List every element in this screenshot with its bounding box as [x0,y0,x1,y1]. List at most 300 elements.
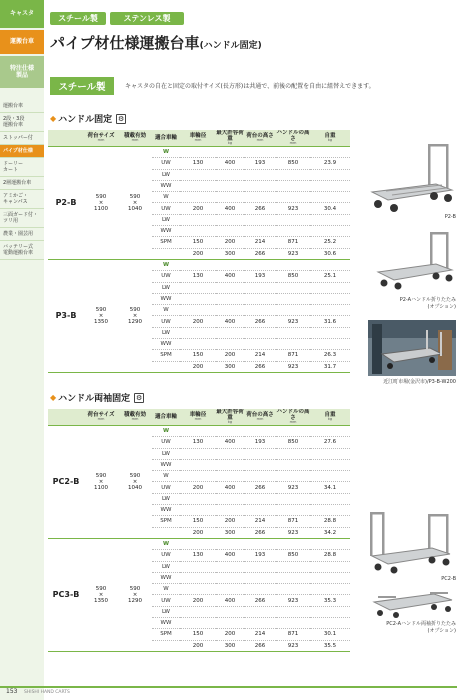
dia-cell: 130 [180,550,216,561]
header-blank [48,130,84,146]
weight-cell [310,538,350,549]
column-header: 車輪径 mm [180,409,216,425]
dia-cell: 200 [180,640,216,651]
sidebar-item[interactable]: ストッパー付 [0,132,44,145]
wheel-cell: W [152,471,180,482]
dia-cell [180,282,216,293]
wheel-cell: WW [152,459,180,470]
load-cell [216,146,244,157]
section-title: ハンドル両袖固定 [58,394,131,404]
page-number: 153 [6,688,18,695]
wheel-cell: WW [152,180,180,191]
bed-cell: 214 [244,629,276,640]
load-cell: 400 [216,203,244,214]
model-cell: P3-B [48,259,84,372]
load-cell: 400 [216,437,244,448]
dia-cell: 150 [180,237,216,248]
bed-cell: 193 [244,550,276,561]
weight-cell [310,572,350,583]
load-cell: 400 [216,316,244,327]
bed-cell [244,584,276,595]
caption-photo: 近江町市場(金沢市)/P3-B-W200 [383,379,456,385]
dia-cell: 150 [180,629,216,640]
column-header: ハンドルの高さ mm [276,409,310,425]
column-header: 荷台の高さ mm [244,130,276,146]
dia-cell: 130 [180,271,216,282]
column-header: 適合車輪 [152,130,180,146]
handle-cell: 850 [276,550,310,561]
bed-cell: 266 [244,640,276,651]
wrench-icon: ⚙ [118,114,125,123]
load-cell: 300 [216,248,244,259]
page-title-suffix: (ハンドル固定) [199,41,262,51]
caption-p2b: P2-B [444,214,456,220]
bed-cell [244,146,276,157]
dia-cell [180,471,216,482]
column-header: 荷台サイズ mm [84,130,118,146]
dia-cell: 200 [180,203,216,214]
bed-cell: 266 [244,361,276,372]
weight-cell [310,425,350,436]
effective-cell: 590 × 1040 [118,146,152,259]
sidebar-top-category[interactable]: キャスタ [0,0,44,28]
section-handle-fixed [50,112,126,125]
handle-cell [276,617,310,628]
weight-cell: 31.6 [310,316,350,327]
section-handle-both-fixed [50,391,144,404]
handle-cell: 871 [276,629,310,640]
handle-cell: 871 [276,350,310,361]
weight-cell [310,338,350,349]
bed-cell [244,293,276,304]
page-title [50,32,262,53]
load-cell [216,584,244,595]
weight-cell: 30.6 [310,248,350,259]
bed-cell [244,282,276,293]
bed-cell [244,505,276,516]
wheel-cell: UW [152,482,180,493]
load-cell: 200 [216,516,244,527]
weight-cell: 23.9 [310,158,350,169]
handle-cell [276,338,310,349]
weight-cell [310,327,350,338]
wheel-cell: WW [152,338,180,349]
load-cell [216,425,244,436]
weight-cell: 26.3 [310,350,350,361]
bed-cell: 266 [244,248,276,259]
column-header: 最大許容荷重 kg [216,409,244,425]
wheel-cell: SPM [152,516,180,527]
wheel-cell: LW [152,214,180,225]
handle-cell [276,538,310,549]
sidebar-item[interactable]: アミかご・ キャンパス [0,190,44,209]
size-cell: 590 × 1350 [84,259,118,372]
effective-cell: 590 × 1290 [118,538,152,651]
header-blank [48,409,84,425]
dia-cell [180,493,216,504]
weight-cell [310,561,350,572]
dia-cell: 200 [180,595,216,606]
dia-cell [180,192,216,203]
weight-cell: 25.2 [310,237,350,248]
weight-cell [310,282,350,293]
load-cell [216,561,244,572]
bed-cell: 214 [244,516,276,527]
column-header: 車輪径 mm [180,130,216,146]
handle-cell [276,505,310,516]
dia-cell [180,459,216,470]
bed-cell [244,493,276,504]
handle-cell: 923 [276,203,310,214]
wheel-cell [152,248,180,259]
handle-cell [276,293,310,304]
handle-cell: 850 [276,158,310,169]
handle-cell [276,214,310,225]
bed-cell [244,606,276,617]
weight-cell: 27.6 [310,437,350,448]
dia-cell [180,505,216,516]
handle-cell [276,169,310,180]
load-cell: 400 [216,595,244,606]
dia-cell [180,305,216,316]
load-cell: 400 [216,158,244,169]
bed-cell: 193 [244,158,276,169]
handle-cell [276,259,310,270]
handle-cell: 871 [276,516,310,527]
bed-cell [244,169,276,180]
photo-market-usage [368,320,456,376]
wheel-cell: W [152,538,180,549]
dia-cell: 200 [180,527,216,538]
wheel-cell [152,361,180,372]
spec-table-handle-both-fixed [48,409,350,652]
wheel-cell: LW [152,561,180,572]
handle-cell: 923 [276,316,310,327]
load-cell: 400 [216,482,244,493]
handle-cell [276,606,310,617]
sidebar-item[interactable]: 農業・園芸用 [0,228,44,241]
wheel-cell [152,527,180,538]
handle-cell [276,327,310,338]
wheel-cell: WW [152,505,180,516]
model-cell: P2-B [48,146,84,259]
size-cell: 590 × 1100 [84,146,118,259]
model-cell: PC2-B [48,425,84,538]
bed-cell: 193 [244,437,276,448]
wheel-cell: UW [152,203,180,214]
weight-cell [310,226,350,237]
handle-cell [276,425,310,436]
sidebar-special-order[interactable]: 特注仕様 製品 [0,56,44,88]
sidebar-item[interactable]: 運搬台車 [0,100,44,113]
handle-cell [276,146,310,157]
load-cell [216,572,244,583]
sidebar-item[interactable]: 三面ガード付・ ツリ用 [0,209,44,228]
handle-cell [276,448,310,459]
dia-cell: 200 [180,361,216,372]
spec-table-handle-fixed [48,130,350,373]
product-image-pc2b [366,510,456,576]
product-image-p2b [366,140,456,218]
sidebar-subcategory-list [0,100,44,260]
load-cell: 200 [216,237,244,248]
dia-cell: 130 [180,437,216,448]
load-cell [216,617,244,628]
load-cell [216,293,244,304]
wheel-cell: UW [152,158,180,169]
handle-cell [276,561,310,572]
handle-cell: 923 [276,361,310,372]
handle-cell [276,192,310,203]
column-header: 最大許容荷重 kg [216,130,244,146]
dia-cell [180,572,216,583]
wheel-cell: SPM [152,629,180,640]
dia-cell [180,259,216,270]
wheel-cell: LW [152,606,180,617]
wheel-cell [152,640,180,651]
wheel-cell: W [152,146,180,157]
bed-cell [244,459,276,470]
wheel-cell: LW [152,327,180,338]
wheel-cell: W [152,584,180,595]
dia-cell: 200 [180,248,216,259]
dia-cell [180,169,216,180]
footer-text: SHISHI HAND CARTS [24,690,70,695]
wheel-cell: W [152,192,180,203]
weight-cell [310,305,350,316]
dia-cell [180,448,216,459]
sidebar-item[interactable]: バッテリー式 電動運搬台車 [0,241,44,260]
weight-cell: 34.1 [310,482,350,493]
size-cell: 590 × 1100 [84,425,118,538]
weight-cell [310,169,350,180]
bed-cell [244,259,276,270]
table-row [48,146,350,157]
column-header: 積載有効 mm [118,130,152,146]
bed-cell [244,617,276,628]
caption-pc2a: PC2-Aハンドル両袖折りたたみ (オプション) [386,621,456,634]
load-cell [216,459,244,470]
bed-cell [244,192,276,203]
handle-cell: 850 [276,437,310,448]
table-row [48,425,350,436]
wheel-cell: W [152,305,180,316]
weight-cell [310,471,350,482]
weight-cell [310,606,350,617]
load-cell [216,493,244,504]
dia-cell [180,584,216,595]
bed-cell: 266 [244,527,276,538]
weight-cell: 35.3 [310,595,350,606]
dia-cell [180,561,216,572]
weight-cell [310,293,350,304]
column-header: 荷台の高さ mm [244,409,276,425]
load-cell [216,305,244,316]
bed-cell: 266 [244,595,276,606]
dia-cell: 200 [180,316,216,327]
dia-cell: 150 [180,350,216,361]
effective-cell: 590 × 1290 [118,259,152,372]
load-cell [216,471,244,482]
bed-cell: 193 [244,271,276,282]
handle-cell: 923 [276,640,310,651]
load-cell: 300 [216,527,244,538]
bed-cell [244,572,276,583]
handle-cell [276,226,310,237]
load-cell [216,214,244,225]
dia-cell: 130 [180,158,216,169]
table-row [48,538,350,549]
wheel-cell: W [152,259,180,270]
dia-cell: 200 [180,482,216,493]
weight-cell [310,448,350,459]
load-cell: 400 [216,271,244,282]
bed-cell [244,327,276,338]
wheel-cell: SPM [152,350,180,361]
weight-cell [310,192,350,203]
diamond-icon: ◆ [50,114,57,123]
dia-cell [180,214,216,225]
dia-cell [180,606,216,617]
diamond-icon: ◆ [50,393,57,402]
category-sidebar [0,0,44,700]
wheel-cell: LW [152,493,180,504]
model-cell: PC3-B [48,538,84,651]
dia-cell [180,538,216,549]
load-cell [216,505,244,516]
bed-cell [244,214,276,225]
weight-cell [310,505,350,516]
load-cell [216,169,244,180]
weight-cell [310,459,350,470]
handle-cell: 923 [276,595,310,606]
weight-cell: 25.1 [310,271,350,282]
column-header: 積載有効 mm [118,409,152,425]
product-image-pc2a-folding [370,588,456,618]
load-cell [216,282,244,293]
caption-p2a: P2-Aハンドル折りたたみ (オプション) [399,297,456,310]
load-cell [216,259,244,270]
load-cell: 200 [216,350,244,361]
weight-cell [310,259,350,270]
column-header: 自重 kg [310,409,350,425]
column-header: ハンドルの高さ mm [276,130,310,146]
sidebar-item[interactable]: 2層運搬台車 [0,177,44,190]
weight-cell: 34.2 [310,527,350,538]
load-cell [216,180,244,191]
weight-cell [310,146,350,157]
wheel-cell: SPM [152,237,180,248]
wheel-cell: WW [152,226,180,237]
dia-cell [180,180,216,191]
wheel-cell: WW [152,617,180,628]
weight-cell [310,214,350,225]
dia-cell [180,327,216,338]
column-header: 荷台サイズ mm [84,409,118,425]
handle-cell [276,493,310,504]
handle-cell [276,305,310,316]
wheel-cell: LW [152,282,180,293]
load-cell: 300 [216,361,244,372]
dia-cell [180,146,216,157]
sidebar-item[interactable]: ドーリー カート [0,158,44,177]
size-cell: 590 × 1350 [84,538,118,651]
dia-cell [180,226,216,237]
wheel-cell: LW [152,169,180,180]
intro-text: キャスタの自在と固定の取付サイズ(長方形)は共通で、前後の配置を自由に組替えできます。 [125,83,375,90]
handle-cell [276,471,310,482]
weight-cell [310,180,350,191]
wheel-cell: UW [152,595,180,606]
bed-cell [244,305,276,316]
wheel-cell: W [152,425,180,436]
dia-cell [180,617,216,628]
dia-cell [180,338,216,349]
weight-cell [310,493,350,504]
page-title-main: パイプ材仕様運搬台車 [50,34,200,52]
handle-cell [276,459,310,470]
bed-cell [244,561,276,572]
load-cell [216,327,244,338]
load-cell: 300 [216,640,244,651]
column-header: 適合車輪 [152,409,180,425]
bed-cell [244,425,276,436]
sidebar-item[interactable]: パイプ材仕様 [0,145,44,158]
bed-cell [244,471,276,482]
tag-stainless: ステンレス製 [110,12,184,25]
weight-cell: 35.5 [310,640,350,651]
weight-cell: 30.1 [310,629,350,640]
effective-cell: 590 × 1040 [118,425,152,538]
handle-cell [276,572,310,583]
bed-cell [244,226,276,237]
handle-cell [276,584,310,595]
section-title: ハンドル固定 [58,115,113,125]
bed-cell: 266 [244,203,276,214]
wrench-icon: ⚙ [136,393,143,402]
wheel-cell: LW [152,448,180,459]
wheel-cell: UW [152,316,180,327]
bed-cell [244,538,276,549]
load-cell [216,226,244,237]
dia-cell [180,425,216,436]
table-row [48,259,350,270]
dia-cell [180,293,216,304]
load-cell [216,448,244,459]
handle-cell [276,282,310,293]
handle-cell: 923 [276,527,310,538]
wheel-cell: UW [152,550,180,561]
wheel-cell: WW [152,293,180,304]
caption-pc2b: PC2-B [441,576,456,582]
load-cell: 200 [216,629,244,640]
handle-cell: 923 [276,482,310,493]
wheel-cell: WW [152,572,180,583]
bed-cell: 266 [244,316,276,327]
bed-cell: 214 [244,350,276,361]
bed-cell [244,338,276,349]
wheel-cell: UW [152,437,180,448]
sidebar-item[interactable]: 2段・3段 運搬台車 [0,113,44,132]
handle-cell: 923 [276,248,310,259]
sidebar-active-category[interactable]: 運搬台車 [0,30,44,54]
load-cell: 400 [216,550,244,561]
bed-cell [244,180,276,191]
material-label: スチール製 [50,77,114,95]
bed-cell: 214 [244,237,276,248]
load-cell [216,192,244,203]
load-cell [216,606,244,617]
